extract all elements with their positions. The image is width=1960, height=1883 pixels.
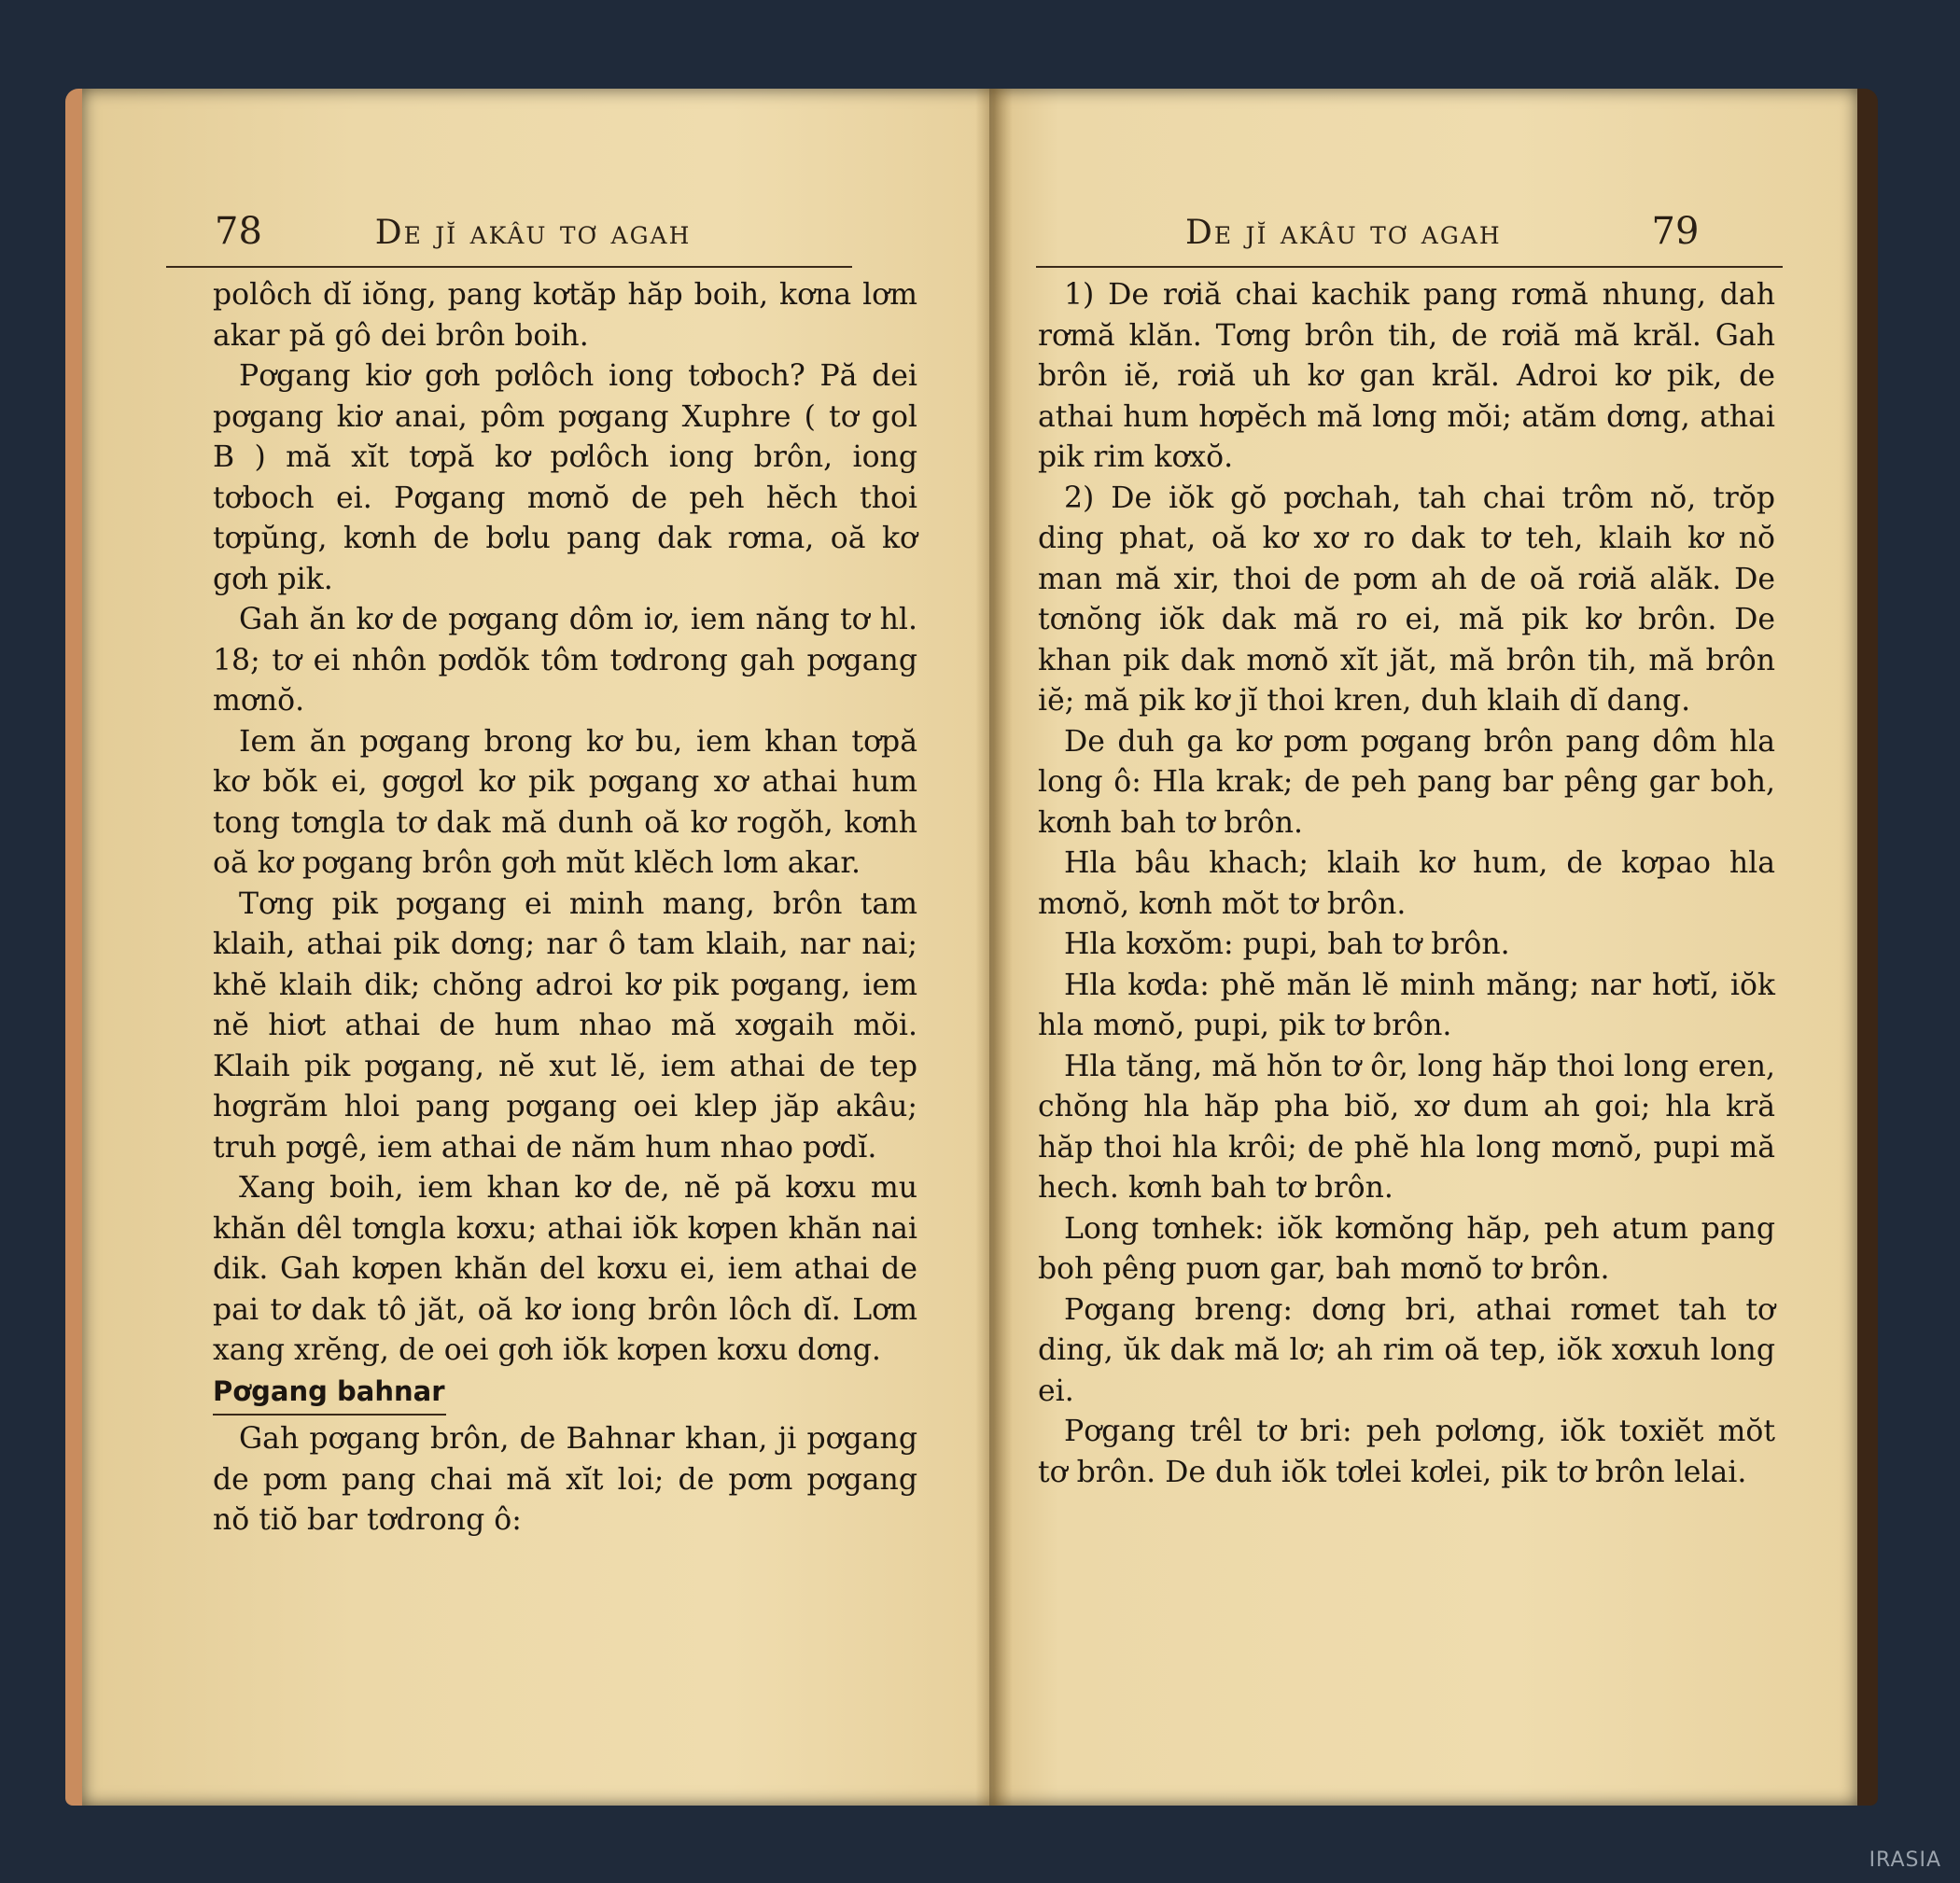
left-running-head: De jĭ akâu tơ agah [374, 214, 692, 252]
left-header-rule [166, 266, 852, 268]
right-page-number: 79 [1651, 210, 1700, 253]
subheading-rule [213, 1414, 446, 1416]
left-paragraph-4: Iem ăn pơgang brong kơ bu, iem khan tơpă kơ bŏk ei, gơgơl kơ pik pơgang xơ athai hum tong tơngla tơ dak mă dunh oă kơ rogŏh, kơnh oă kơ pơgang brôn gơh mŭt klĕch lơm akar. [213, 724, 917, 880]
right-header-rule [1036, 266, 1783, 268]
left-paragraph-7: Gah pơgang brôn, de Bahnar khan, ji pơgang de pơm pang chai mă xĭt loi; de pơm pơgang nŏ tiŏ bar tơdrong ô: [213, 1422, 917, 1537]
left-paragraph-3: Gah ăn kơ de pơgang dôm iơ, iem năng tơ hl. 18; tơ ei nhôn pơdŏk tôm tơdrong gah pơgang mơnŏ. [213, 603, 917, 718]
right-page-text [1038, 275, 1775, 1493]
watermark: IRASIA [1869, 1848, 1941, 1872]
left-paragraph-2: Pơgang kiơ gơh pơlôch iong tơboch? Pă dei pơgang kiơ anai, pôm pơgang Xuphre ( tơ gol B ) mă xĭt tơpă kơ pơlôch iong brôn, iong tơboch ei. Pơgang mơnŏ de peh hĕch thoi tơpŭng, kơnh de bơlu pang dak rơma, oă kơ gơh pik. [213, 359, 917, 596]
right-page-header [1185, 210, 1839, 253]
right-paragraph-8: Long tơnhek: iŏk kơmŏng hăp, peh atum pang boh pêng puơn gar, bah mơnŏ tơ brôn. [1038, 1211, 1775, 1286]
right-paragraph-10: Pơgang trêl tơ bri: peh pơlơng, iŏk toxiĕt mŏt tơ brôn. De duh iŏk tơlei kơlei, pik tơ brôn lelai. [1038, 1415, 1775, 1489]
right-running-head: De jĭ akâu tơ agah [1185, 214, 1502, 252]
left-page-text [213, 275, 917, 1541]
right-paragraph-4: Hla bâu khach; klaih kơ hum, de kơpao hla mơnŏ, kơnh mŏt tơ brôn. [1038, 846, 1775, 921]
left-paragraph-1: polôch dĭ iŏng, pang kơtăp hăp boih, kơna lơm akar pă gô dei brôn boih. [213, 278, 917, 353]
right-paragraph-3: De duh ga kơ pơm pơgang brôn pang dôm hla long ô: Hla krak; de peh pang bar pêng gar boh, kơnh bah tơ brôn. [1038, 724, 1775, 840]
left-paragraph-6: Xang boih, iem khan kơ de, nĕ pă kơxu mu khăn dêl tơngla kơxu; athai iŏk kơpen khăn nai dik. Gah kơpen khăn del kơxu ei, iem athai de pai tơ dak tô jăt, oă kơ iong brôn lôch dĭ. Lơm xang xrĕng, de oei gơh iŏk kơpen kơxu dơng. [213, 1171, 917, 1367]
book-gutter [975, 89, 1013, 1806]
right-paragraph-5: Hla kơxŏm: pupi, bah tơ brôn. [1064, 928, 1510, 961]
right-paragraph-2: 2) De iŏk gŏ pơchah, tah chai trôm nŏ, trŏp ding phat, oă kơ xơ ro dak tơ teh, klaih kơ nŏ man mă xir, thoi de pơm ah de oă rơiă alăk. De tơnŏng iŏk dak mă ro ei, mă pik kơ brôn. De khan pik dak mơnŏ xĭt jăt, mă brôn tih, mă brôn iĕ; mă pik kơ jĭ thoi kren, duh klaih dĭ dang. [1038, 481, 1775, 718]
open-book [65, 89, 1904, 1806]
left-page-number: 78 [215, 210, 262, 253]
right-paragraph-7: Hla tăng, mă hŏn tơ ôr, long hăp thoi long eren, chŏng hla hăp pha biŏ, xơ dum ah goi; hla kră hăp thoi hla krôi; de phĕ hla long mơnŏ, pupi mă hech. kơnh bah tơ brôn. [1038, 1049, 1775, 1205]
left-paragraph-5: Tơng pik pơgang ei minh mang, brôn tam klaih, athai pik dơng; nar ô tam klaih, nar nai; khĕ klaih dik; chŏng adroi kơ pik pơgang, iem nĕ hiơt athai de hum nhao mă xơgaih mŏi. Klaih pik pơgang, nĕ xut lĕ, iem athai de tep hơgrăm hloi pang pơgang oei klep jăp akâu; truh pơgê, iem athai de năm hum nhao pơdĭ. [213, 886, 917, 1165]
right-paragraph-6: Hla kơda: phĕ măn lĕ minh măng; nar hơtĭ, iŏk hla mơnŏ, pupi, pik tơ brôn. [1038, 968, 1775, 1042]
left-page-header [215, 210, 887, 253]
right-paragraph-1: 1) De rơiă chai kachik pang rơmă nhung, dah rơmă klăn. Tơng brôn tih, de rơiă mă krăl. Gah brôn iĕ, rơiă uh kơ gan krăl. Adroi kơ pik, de athai hum hơpĕch mă lơng mŏi; atăm dơng, athai pik rim kơxŏ. [1038, 278, 1775, 474]
left-subheading: Pơgang bahnar [213, 1374, 445, 1407]
right-paragraph-9: Pơgang breng: dơng bri, athai rơmet tah tơ ding, ŭk dak mă lơ; ah rim oă tep, iŏk xơxuh long ei. [1038, 1292, 1775, 1408]
